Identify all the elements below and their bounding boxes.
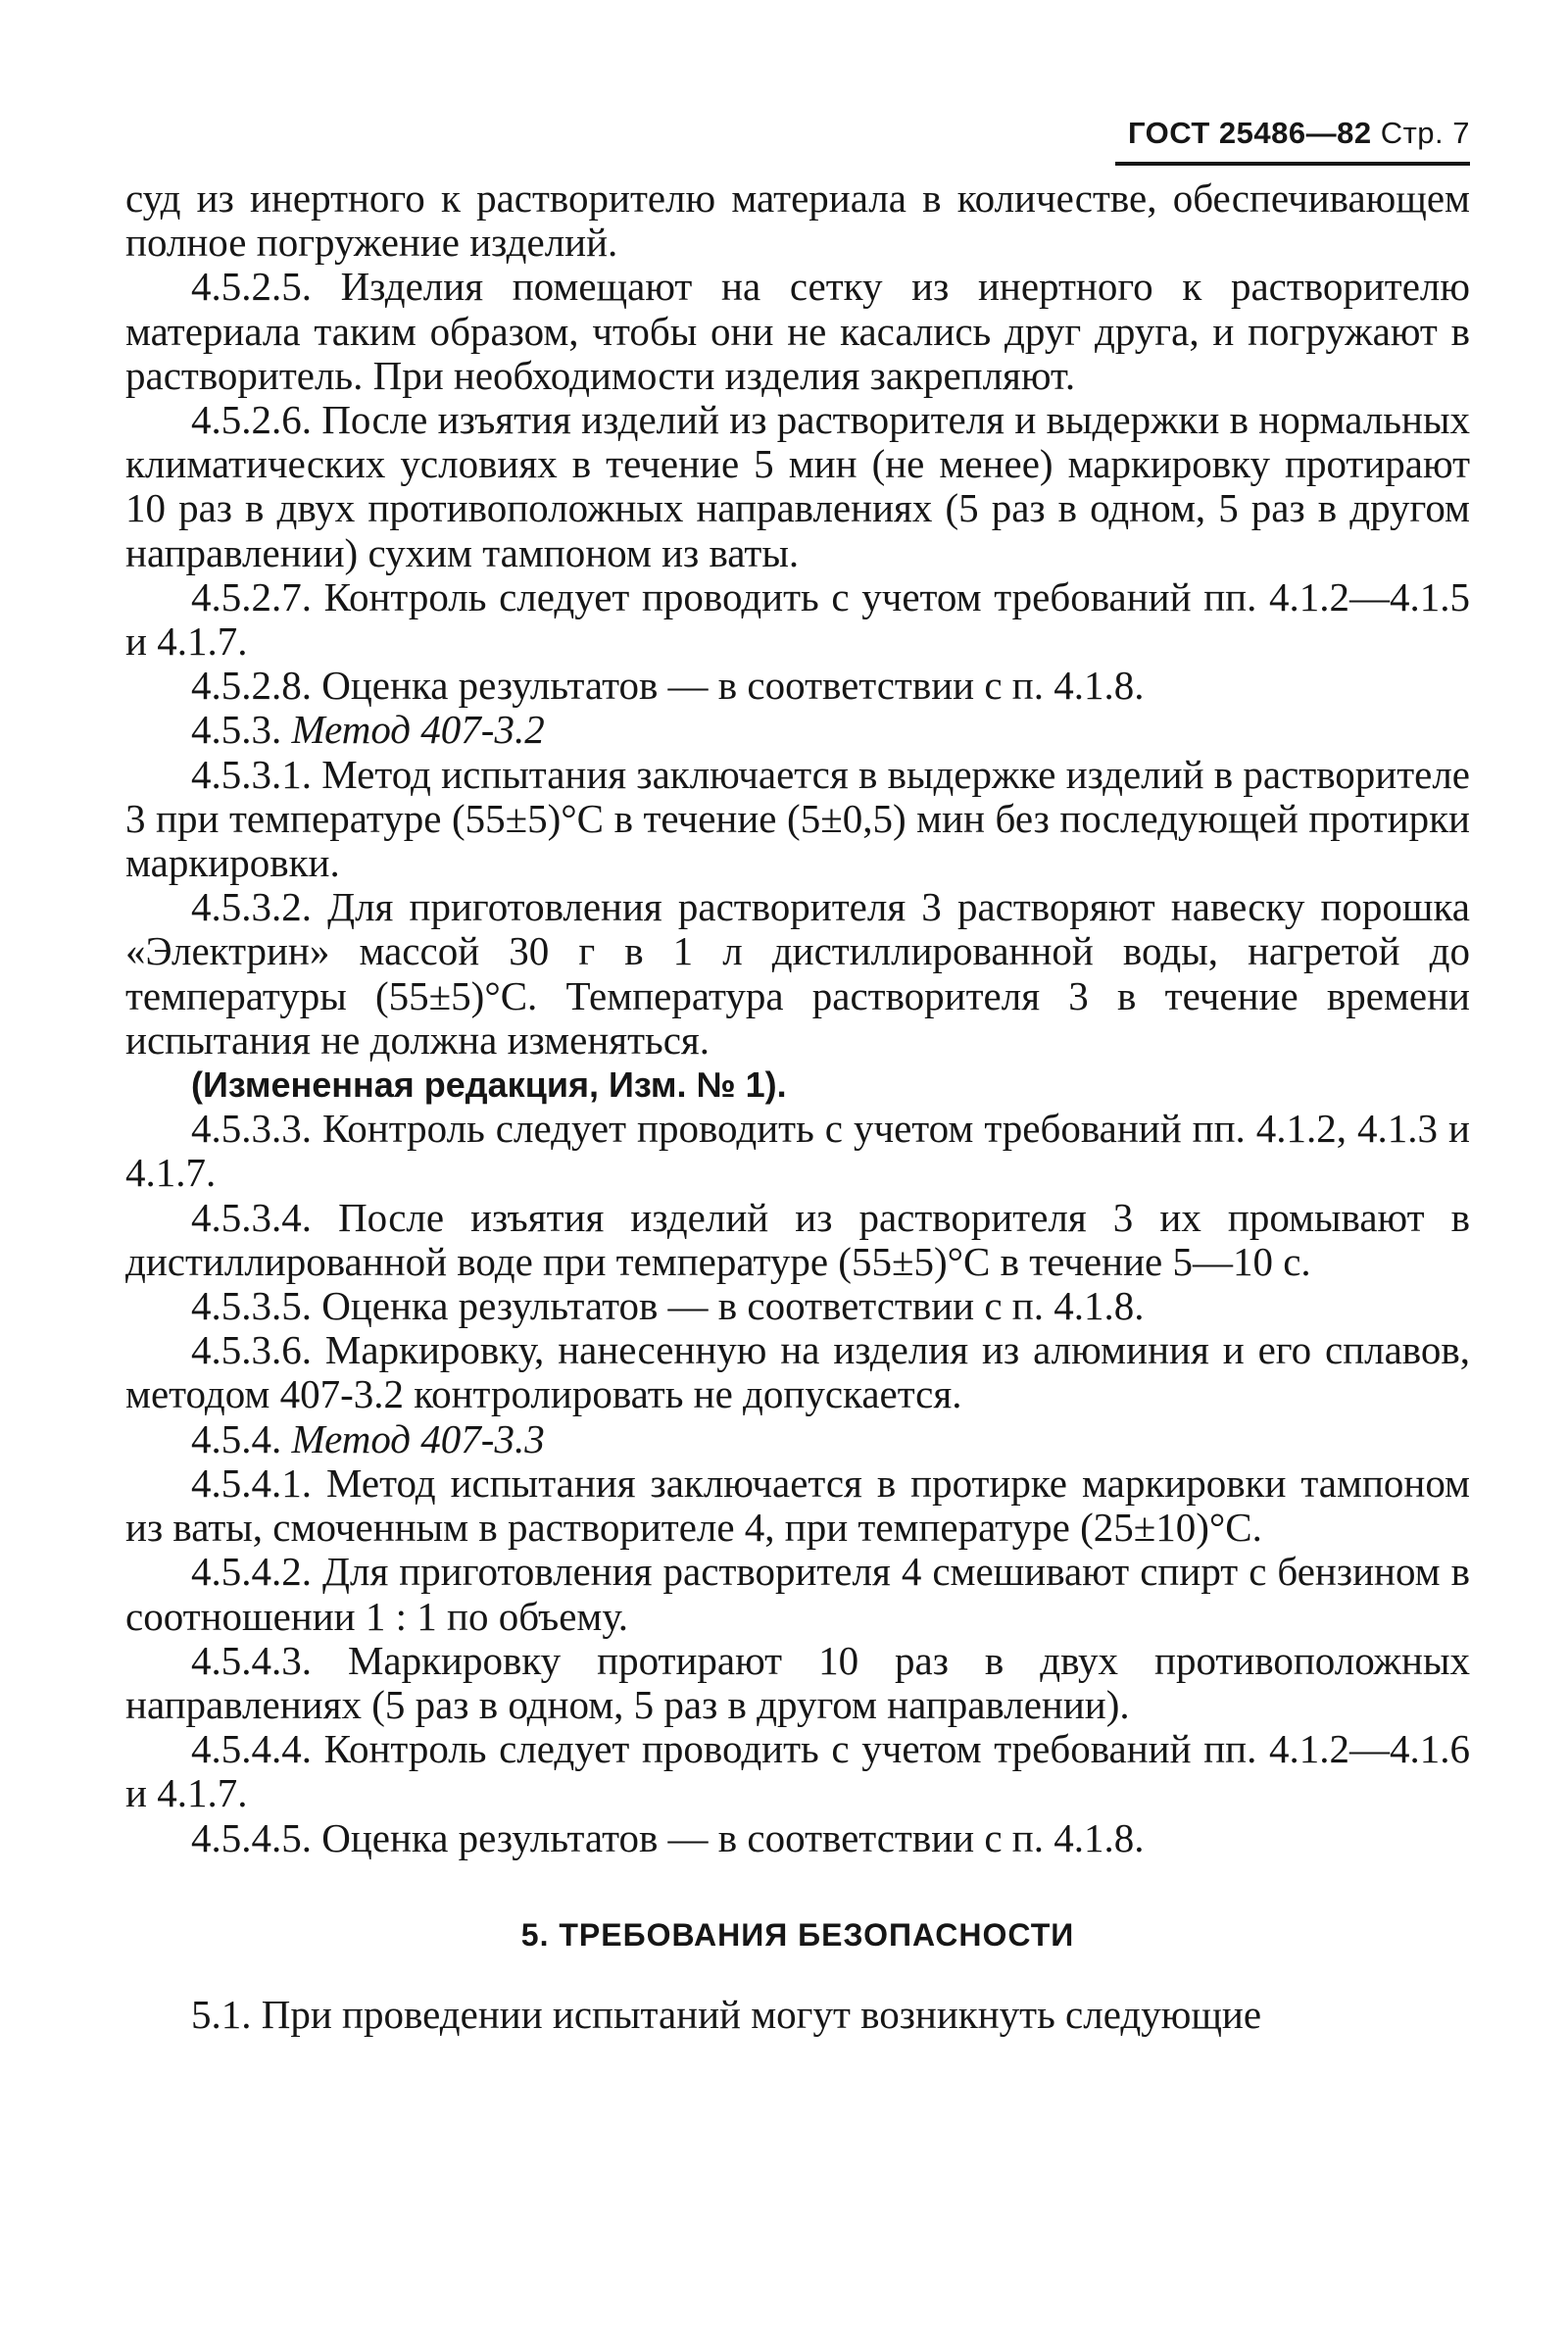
method-heading (125, 708, 1470, 752)
paragraph: 4.5.3.1. Метод испытания заключается в выдержке изделий в растворителе 3 при температуре (55±5)°С в течение (5±0,5) мин без последующей протирки маркировки. (125, 751, 1470, 886)
paragraph: 4.5.3.4. После изъятия изделий из растворителя 3 их промывают в дистиллированной воде при температуре (55±5)°С в течение 5—10 с. (125, 1194, 1470, 1284)
paragraph: 4.5.2.5. Изделия помещают на сетку из инертного к растворителю материала таким образом, чтобы они не касались друг друга, и погружают в растворитель. При необходимости изделия закрепляют. (125, 264, 1470, 398)
method-title: Метод 407-3.3 (291, 1415, 545, 1461)
paragraph: 4.5.4.2. Для приготовления растворителя 4 смешивают спирт с бензином в соотношении 1 : 1 по объему. (125, 1549, 1470, 1639)
paragraph: 4.5.3.3. Контроль следует проводить с учетом требований пп. 4.1.2, 4.1.3 и 4.1.7. (125, 1106, 1470, 1196)
paragraph: 4.5.2.6. После изъятия изделий из растворителя и выдержки в нормальных климатических условиях в течение 5 мин (не менее) маркировку протирают 10 раз в двух противоположных направлениях (5 раз в одном, 5 раз в другом направлении) сухим тампоном из ваты. (125, 397, 1470, 575)
paragraph: суд из инертного к растворителю материала в количестве, обеспечивающем полное погружение изделий. (125, 175, 1470, 266)
page-header (1115, 116, 1470, 151)
amendment-note: (Измененная редакция, Изм. № 1). (191, 1064, 787, 1106)
section-title: 5. ТРЕБОВАНИЯ БЕЗОПАСНОСТИ (520, 1916, 1075, 1953)
header-rule (1115, 162, 1470, 166)
paragraph: 4.5.4.3. Маркировку протирают 10 раз в двух противоположных направлениях (5 раз в одном, 5 раз в другом направлении). (125, 1637, 1470, 1727)
standard-number: ГОСТ 25486—82 (1127, 116, 1372, 150)
body-text (125, 176, 1470, 2037)
paragraph: 5.1. При проведении испытаний могут возникнуть следующие (191, 1991, 1262, 2037)
paragraph: 4.5.3.5. Оценка результатов — в соответствии с п. 4.1.8. (191, 1283, 1145, 1329)
paragraph: 4.5.2.7. Контроль следует проводить с учетом требований пп. 4.1.2—4.1.5 и 4.1.7. (125, 573, 1470, 665)
clause-number: 4.5.3. (191, 707, 282, 753)
paragraph: 4.5.4.1. Метод испытания заключается в протирке маркировки тампоном из ваты, смоченным в растворителе 4, при температуре (25±10)°С. (125, 1460, 1470, 1551)
method-heading (125, 1417, 1470, 1461)
paragraph: 4.5.4.5. Оценка результатов — в соответствии с п. 4.1.8. (191, 1814, 1145, 1860)
page-number: Стр. 7 (1380, 116, 1470, 150)
paragraph: 4.5.2.8. Оценка результатов — в соответствии с п. 4.1.8. (191, 663, 1145, 709)
method-title: Метод 407-3.2 (291, 707, 545, 753)
paragraph: 4.5.4.4. Контроль следует проводить с учетом требований пп. 4.1.2—4.1.6 и 4.1.7. (125, 1726, 1470, 1816)
paragraph: 4.5.3.6. Маркировку, нанесенную на изделия из алюминия и его сплавов, методом 407-3.2 контролировать не допускается. (125, 1327, 1470, 1417)
clause-number: 4.5.4. (191, 1415, 282, 1461)
paragraph: 4.5.3.2. Для приготовления растворителя 3 растворяют навеску порошка «Электрин» массой 30 г в 1 л дистиллированной воды, нагретой до температуры (55±5)°С. Температура растворителя 3 в течение времени испытания не должна изменяться. (125, 884, 1470, 1063)
